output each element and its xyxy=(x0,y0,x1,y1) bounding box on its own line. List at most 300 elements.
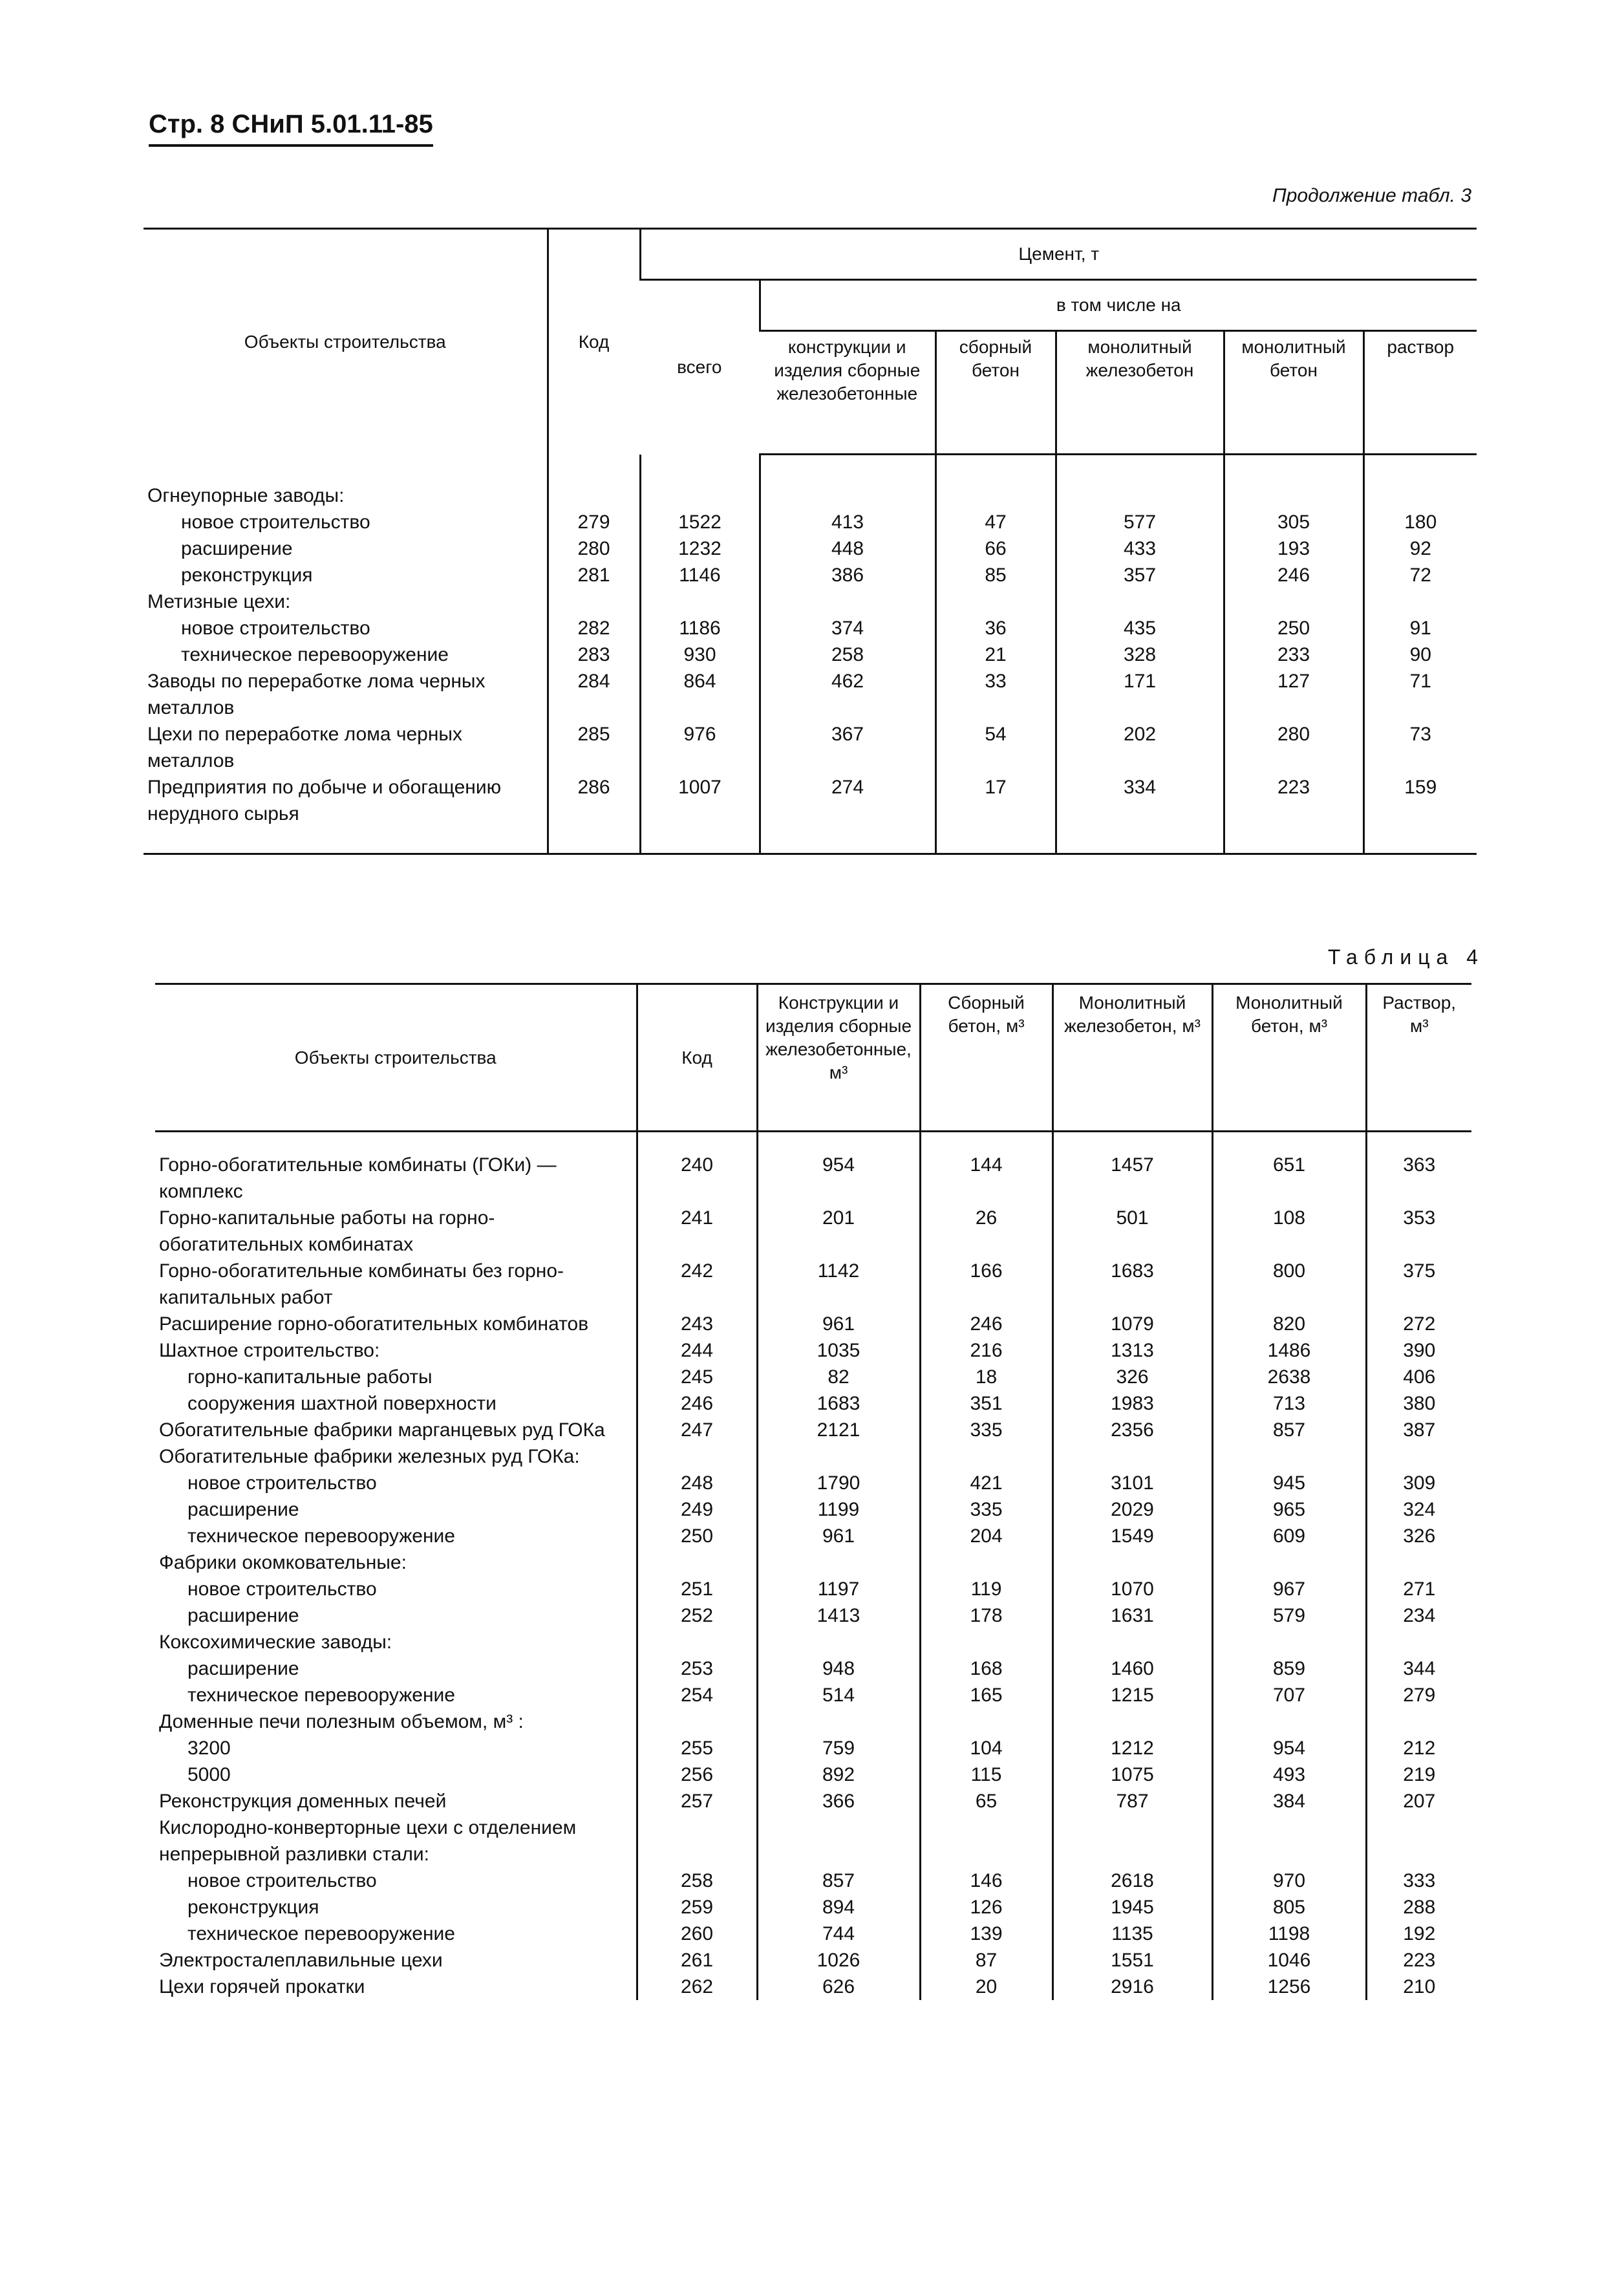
table-row xyxy=(144,562,1477,588)
row-value xyxy=(920,1549,1052,1576)
row-value: 288 xyxy=(1366,1894,1471,1921)
row-code: 244 xyxy=(637,1337,757,1364)
table-row xyxy=(155,1814,1471,1868)
table-row xyxy=(155,1974,1471,2000)
table-row xyxy=(155,1470,1471,1496)
row-value: 168 xyxy=(920,1655,1052,1682)
row-value: 1460 xyxy=(1052,1655,1212,1682)
row-value: 961 xyxy=(757,1311,920,1337)
table-row xyxy=(155,1443,1471,1470)
row-object-name: Коксохимические заводы: xyxy=(159,1631,392,1653)
row-value: 233 xyxy=(1224,641,1363,668)
row-value: 651 xyxy=(1212,1152,1366,1205)
table-row xyxy=(144,668,1477,721)
row-value: 759 xyxy=(757,1735,920,1761)
row-code: 243 xyxy=(637,1311,757,1337)
row-code: 256 xyxy=(637,1761,757,1788)
row-value: 1945 xyxy=(1052,1894,1212,1921)
row-code xyxy=(637,1549,757,1576)
row-code: 286 xyxy=(548,774,640,827)
row-code: 252 xyxy=(637,1602,757,1629)
table-row xyxy=(155,1311,1471,1337)
row-value: 363 xyxy=(1366,1152,1471,1205)
row-value: 271 xyxy=(1366,1576,1471,1602)
row-value: 1142 xyxy=(757,1258,920,1311)
table3-header-monolithic-concrete: монолитный бетон xyxy=(1224,331,1363,455)
row-value: 351 xyxy=(920,1390,1052,1417)
row-code: 250 xyxy=(637,1523,757,1549)
row-value: 234 xyxy=(1366,1602,1471,1629)
row-value: 859 xyxy=(1212,1655,1366,1682)
row-value: 21 xyxy=(935,641,1056,668)
row-value: 579 xyxy=(1212,1602,1366,1629)
row-value: 1135 xyxy=(1052,1921,1212,1947)
row-value xyxy=(1363,588,1477,615)
empty-cell xyxy=(1363,827,1477,854)
row-code: 284 xyxy=(548,668,640,721)
row-code: 241 xyxy=(637,1205,757,1258)
row-value: 250 xyxy=(1224,615,1363,641)
row-value xyxy=(1052,1443,1212,1470)
row-code: 260 xyxy=(637,1921,757,1947)
row-value: 309 xyxy=(1366,1470,1471,1496)
table-row xyxy=(155,1921,1471,1947)
row-value: 72 xyxy=(1363,562,1477,588)
table-row xyxy=(155,1735,1471,1761)
row-value: 1683 xyxy=(1052,1258,1212,1311)
row-value: 180 xyxy=(1363,509,1477,535)
row-value: 961 xyxy=(757,1523,920,1549)
table-row xyxy=(144,641,1477,668)
row-value: 367 xyxy=(760,721,935,774)
empty-cell xyxy=(760,827,935,854)
row-value: 326 xyxy=(1366,1523,1471,1549)
row-value: 353 xyxy=(1366,1205,1471,1258)
row-value: 384 xyxy=(1212,1788,1366,1814)
row-value xyxy=(640,588,760,615)
table-row xyxy=(155,1576,1471,1602)
row-value: 192 xyxy=(1366,1921,1471,1947)
row-object-name: Доменные печи полезным объемом, м³ : xyxy=(159,1711,524,1732)
row-value: 272 xyxy=(1366,1311,1471,1337)
row-value: 1026 xyxy=(757,1947,920,1974)
row-object-name: Фабрики окомковательные: xyxy=(159,1552,407,1573)
row-value xyxy=(1366,1629,1471,1655)
row-value: 945 xyxy=(1212,1470,1366,1496)
row-code xyxy=(637,1708,757,1735)
row-object-name: новое строительство xyxy=(187,1472,377,1494)
row-value: 166 xyxy=(920,1258,1052,1311)
row-value: 1035 xyxy=(757,1337,920,1364)
table-row xyxy=(155,1602,1471,1629)
row-value xyxy=(1212,1549,1366,1576)
row-value: 930 xyxy=(640,641,760,668)
row-object-name: реконструкция xyxy=(181,565,313,586)
row-value: 65 xyxy=(920,1788,1052,1814)
row-value: 219 xyxy=(1366,1761,1471,1788)
row-code: 249 xyxy=(637,1496,757,1523)
row-code: 261 xyxy=(637,1947,757,1974)
row-value xyxy=(1212,1814,1366,1868)
row-object-name: расширение xyxy=(187,1658,299,1679)
row-object-name: новое строительство xyxy=(187,1870,377,1891)
row-value: 178 xyxy=(920,1602,1052,1629)
table-row xyxy=(155,1761,1471,1788)
row-value xyxy=(760,482,935,509)
row-value: 577 xyxy=(1056,509,1224,535)
row-value: 1790 xyxy=(757,1470,920,1496)
row-value: 33 xyxy=(935,668,1056,721)
row-object-name: техническое перевооружение xyxy=(181,644,449,665)
row-value: 493 xyxy=(1212,1761,1366,1788)
row-value: 258 xyxy=(760,641,935,668)
table-row xyxy=(155,1258,1471,1311)
table-row xyxy=(155,1390,1471,1417)
row-value: 126 xyxy=(920,1894,1052,1921)
table4-header-code: Код xyxy=(637,984,757,1132)
row-value: 210 xyxy=(1366,1974,1471,2000)
row-object-name: 5000 xyxy=(187,1764,231,1785)
table-tail-row xyxy=(144,827,1477,854)
table-row xyxy=(155,1947,1471,1974)
row-value: 357 xyxy=(1056,562,1224,588)
row-code: 247 xyxy=(637,1417,757,1443)
row-value: 406 xyxy=(1366,1364,1471,1390)
row-code: 245 xyxy=(637,1364,757,1390)
row-object-name: расширение xyxy=(181,538,293,559)
row-code: 281 xyxy=(548,562,640,588)
row-value xyxy=(1224,588,1363,615)
row-value: 193 xyxy=(1224,535,1363,562)
row-value: 462 xyxy=(760,668,935,721)
row-value xyxy=(1212,1443,1366,1470)
table-row xyxy=(144,615,1477,641)
row-code: 259 xyxy=(637,1894,757,1921)
table3-header-precast: сборный бетон xyxy=(935,331,1056,455)
row-code: 285 xyxy=(548,721,640,774)
row-value: 335 xyxy=(920,1496,1052,1523)
row-value: 1631 xyxy=(1052,1602,1212,1629)
table4 xyxy=(155,983,1471,2000)
table-row xyxy=(144,588,1477,615)
row-value: 1198 xyxy=(1212,1921,1366,1947)
row-code: 255 xyxy=(637,1735,757,1761)
row-code xyxy=(637,1629,757,1655)
row-value: 1522 xyxy=(640,509,760,535)
row-value: 165 xyxy=(920,1682,1052,1708)
table-row xyxy=(155,1682,1471,1708)
empty-cell xyxy=(1224,827,1363,854)
row-value: 421 xyxy=(920,1470,1052,1496)
row-value: 115 xyxy=(920,1761,1052,1788)
empty-cell xyxy=(1056,827,1224,854)
row-value: 707 xyxy=(1212,1682,1366,1708)
table3-header-code: Код xyxy=(548,229,640,455)
row-object-name: расширение xyxy=(187,1605,299,1626)
table3-spacer-row xyxy=(144,455,1477,483)
row-value: 305 xyxy=(1224,509,1363,535)
row-value: 2638 xyxy=(1212,1364,1366,1390)
row-value: 435 xyxy=(1056,615,1224,641)
table3 xyxy=(144,228,1477,855)
row-value: 1146 xyxy=(640,562,760,588)
table3-header-constructions: конструкции и изделия сборные железобетонные xyxy=(760,331,935,455)
table4-header-precast: Сборный бетон, м³ xyxy=(920,984,1052,1132)
row-value: 965 xyxy=(1212,1496,1366,1523)
row-value xyxy=(1366,1549,1471,1576)
row-value xyxy=(1212,1629,1366,1655)
row-value: 90 xyxy=(1363,641,1477,668)
row-code: 246 xyxy=(637,1390,757,1417)
row-value: 1551 xyxy=(1052,1947,1212,1974)
table-row xyxy=(155,1337,1471,1364)
row-value: 71 xyxy=(1363,668,1477,721)
row-value: 948 xyxy=(757,1655,920,1682)
row-value: 334 xyxy=(1056,774,1224,827)
row-value xyxy=(1056,482,1224,509)
row-value: 171 xyxy=(1056,668,1224,721)
row-value: 1075 xyxy=(1052,1761,1212,1788)
row-code: 283 xyxy=(548,641,640,668)
row-value: 246 xyxy=(920,1311,1052,1337)
row-value: 47 xyxy=(935,509,1056,535)
row-object-name: техническое перевооружение xyxy=(187,1525,455,1547)
row-value xyxy=(1366,1443,1471,1470)
row-value: 2356 xyxy=(1052,1417,1212,1443)
row-value: 967 xyxy=(1212,1576,1366,1602)
row-value: 1215 xyxy=(1052,1682,1212,1708)
row-value: 1457 xyxy=(1052,1152,1212,1205)
row-value: 1186 xyxy=(640,615,760,641)
row-object-name: реконструкция xyxy=(187,1897,319,1918)
row-code: 253 xyxy=(637,1655,757,1682)
row-value: 1007 xyxy=(640,774,760,827)
row-value: 3101 xyxy=(1052,1470,1212,1496)
row-value: 335 xyxy=(920,1417,1052,1443)
row-object-name: Расширение горно-обогатительных комбинатов xyxy=(159,1313,589,1335)
row-value: 954 xyxy=(757,1152,920,1205)
table3-header-including: в том числе на xyxy=(760,280,1477,331)
row-value: 387 xyxy=(1366,1417,1471,1443)
row-code: 279 xyxy=(548,509,640,535)
row-code: 280 xyxy=(548,535,640,562)
row-code xyxy=(548,588,640,615)
row-object-name: новое строительство xyxy=(181,618,370,639)
table-row xyxy=(155,1788,1471,1814)
row-code: 240 xyxy=(637,1152,757,1205)
row-value: 2916 xyxy=(1052,1974,1212,2000)
row-value: 894 xyxy=(757,1894,920,1921)
row-value: 279 xyxy=(1366,1682,1471,1708)
row-value: 448 xyxy=(760,535,935,562)
row-value: 1212 xyxy=(1052,1735,1212,1761)
table4-header-monolithic-rc: Монолитный железобетон, м³ xyxy=(1052,984,1212,1132)
row-value: 146 xyxy=(920,1868,1052,1894)
row-value xyxy=(920,1443,1052,1470)
row-value: 324 xyxy=(1366,1496,1471,1523)
row-value: 1197 xyxy=(757,1576,920,1602)
row-value: 91 xyxy=(1363,615,1477,641)
table3-header-total: всего xyxy=(677,357,722,378)
row-value xyxy=(757,1814,920,1868)
empty-cell xyxy=(640,827,760,854)
row-value: 386 xyxy=(760,562,935,588)
row-value: 274 xyxy=(760,774,935,827)
row-object-name: Горно-обогатительные комбинаты (ГОКи) — комплекс xyxy=(159,1154,557,1202)
row-object-name: Кислородно-конверторные цехи с отделением непрерывной разливки стали: xyxy=(159,1817,577,1865)
table3-header-monolithic-rc: монолитный железобетон xyxy=(1056,331,1224,455)
row-object-name: горно-капитальные работы xyxy=(187,1366,433,1388)
row-value: 26 xyxy=(920,1205,1052,1258)
table4-header-mortar: Раствор, м³ xyxy=(1366,984,1471,1132)
table-row xyxy=(155,1417,1471,1443)
row-value: 127 xyxy=(1224,668,1363,721)
table-row xyxy=(144,535,1477,562)
row-object-name: 3200 xyxy=(187,1738,231,1759)
row-value: 92 xyxy=(1363,535,1477,562)
row-value xyxy=(757,1708,920,1735)
row-object-name: Горно-капитальные работы на горно- обогатительных комбинатах xyxy=(159,1207,495,1255)
row-object-name: Огнеупорные заводы: xyxy=(147,485,345,506)
table-row xyxy=(155,1364,1471,1390)
row-code: 258 xyxy=(637,1868,757,1894)
row-code: 251 xyxy=(637,1576,757,1602)
table-row xyxy=(144,721,1477,774)
row-value: 954 xyxy=(1212,1735,1366,1761)
row-value xyxy=(640,482,760,509)
row-value: 1549 xyxy=(1052,1523,1212,1549)
row-value: 159 xyxy=(1363,774,1477,827)
row-code: 282 xyxy=(548,615,640,641)
row-code: 248 xyxy=(637,1470,757,1496)
row-value: 374 xyxy=(760,615,935,641)
row-value xyxy=(1056,588,1224,615)
row-value xyxy=(757,1443,920,1470)
empty-cell xyxy=(144,827,548,854)
row-value: 1046 xyxy=(1212,1947,1366,1974)
row-object-name: новое строительство xyxy=(181,511,370,533)
row-value: 344 xyxy=(1366,1655,1471,1682)
empty-cell xyxy=(548,827,640,854)
row-value xyxy=(1212,1708,1366,1735)
empty-cell xyxy=(935,827,1056,854)
row-value: 501 xyxy=(1052,1205,1212,1258)
table4-body xyxy=(155,1132,1471,2001)
row-value xyxy=(1052,1708,1212,1735)
row-code xyxy=(637,1814,757,1868)
row-value: 1486 xyxy=(1212,1337,1366,1364)
row-value: 82 xyxy=(757,1364,920,1390)
row-value: 17 xyxy=(935,774,1056,827)
table-row xyxy=(144,482,1477,509)
row-value xyxy=(757,1629,920,1655)
row-value xyxy=(757,1549,920,1576)
row-value: 66 xyxy=(935,535,1056,562)
row-object-name: Метизные цехи: xyxy=(147,591,291,612)
row-value: 390 xyxy=(1366,1337,1471,1364)
table4-caption: Таблица 4 xyxy=(1327,945,1484,969)
row-value: 413 xyxy=(760,509,935,535)
table3-body xyxy=(144,455,1477,854)
row-value: 800 xyxy=(1212,1258,1366,1311)
row-value xyxy=(920,1629,1052,1655)
row-object-name: Шахтное строительство: xyxy=(159,1340,380,1361)
row-value: 820 xyxy=(1212,1311,1366,1337)
table3-header-objects: Объекты строительства xyxy=(244,331,446,352)
table-row xyxy=(155,1523,1471,1549)
row-code xyxy=(548,482,640,509)
table-row xyxy=(155,1629,1471,1655)
row-object-name: расширение xyxy=(187,1499,299,1520)
row-value: 2029 xyxy=(1052,1496,1212,1523)
row-value: 1983 xyxy=(1052,1390,1212,1417)
row-value xyxy=(1052,1629,1212,1655)
table-row xyxy=(155,1655,1471,1682)
row-value: 201 xyxy=(757,1205,920,1258)
row-value: 609 xyxy=(1212,1523,1366,1549)
row-object-name: Электросталеплавильные цехи xyxy=(159,1950,443,1971)
row-value: 87 xyxy=(920,1947,1052,1974)
row-value: 333 xyxy=(1366,1868,1471,1894)
row-value: 119 xyxy=(920,1576,1052,1602)
row-value xyxy=(1052,1814,1212,1868)
row-value: 223 xyxy=(1366,1947,1471,1974)
row-object-name: сооружения шахтной поверхности xyxy=(187,1393,497,1414)
row-value: 20 xyxy=(920,1974,1052,2000)
table-row xyxy=(155,1549,1471,1576)
row-object-name: Реконструкция доменных печей xyxy=(159,1791,447,1812)
row-object-name: техническое перевооружение xyxy=(187,1923,455,1944)
row-value xyxy=(935,482,1056,509)
row-value: 1232 xyxy=(640,535,760,562)
row-value: 970 xyxy=(1212,1868,1366,1894)
row-value: 139 xyxy=(920,1921,1052,1947)
row-code xyxy=(637,1443,757,1470)
row-value xyxy=(1366,1814,1471,1868)
page-header: Стр. 8 СНиП 5.01.11-85 xyxy=(149,110,433,147)
row-value: 864 xyxy=(640,668,760,721)
row-object-name: новое строительство xyxy=(187,1578,377,1600)
row-value: 857 xyxy=(1212,1417,1366,1443)
row-object-name: Цехи по переработке лома черных металлов xyxy=(147,724,462,771)
table4-header-objects: Объекты строительства xyxy=(155,984,637,1132)
row-code: 257 xyxy=(637,1788,757,1814)
row-value: 223 xyxy=(1224,774,1363,827)
row-code: 242 xyxy=(637,1258,757,1311)
row-value: 787 xyxy=(1052,1788,1212,1814)
table4-header-constructions: Конструкции и изделия сборные железобетонные, м³ xyxy=(757,984,920,1132)
row-value xyxy=(1224,482,1363,509)
row-object-name: Цехи горячей прокатки xyxy=(159,1976,365,1997)
row-value: 366 xyxy=(757,1788,920,1814)
row-value: 1313 xyxy=(1052,1337,1212,1364)
row-value: 85 xyxy=(935,562,1056,588)
row-value xyxy=(1052,1549,1212,1576)
row-value: 2618 xyxy=(1052,1868,1212,1894)
row-value: 246 xyxy=(1224,562,1363,588)
row-value: 514 xyxy=(757,1682,920,1708)
table-row xyxy=(155,1894,1471,1921)
row-object-name: Заводы по переработке лома черных металлов xyxy=(147,671,486,718)
row-value: 1256 xyxy=(1212,1974,1366,2000)
row-value xyxy=(1363,482,1477,509)
table-row xyxy=(155,1205,1471,1258)
table3-header-mortar: раствор xyxy=(1363,331,1477,455)
row-value xyxy=(1366,1708,1471,1735)
table-row xyxy=(155,1868,1471,1894)
row-value: 204 xyxy=(920,1523,1052,1549)
row-value: 1683 xyxy=(757,1390,920,1417)
